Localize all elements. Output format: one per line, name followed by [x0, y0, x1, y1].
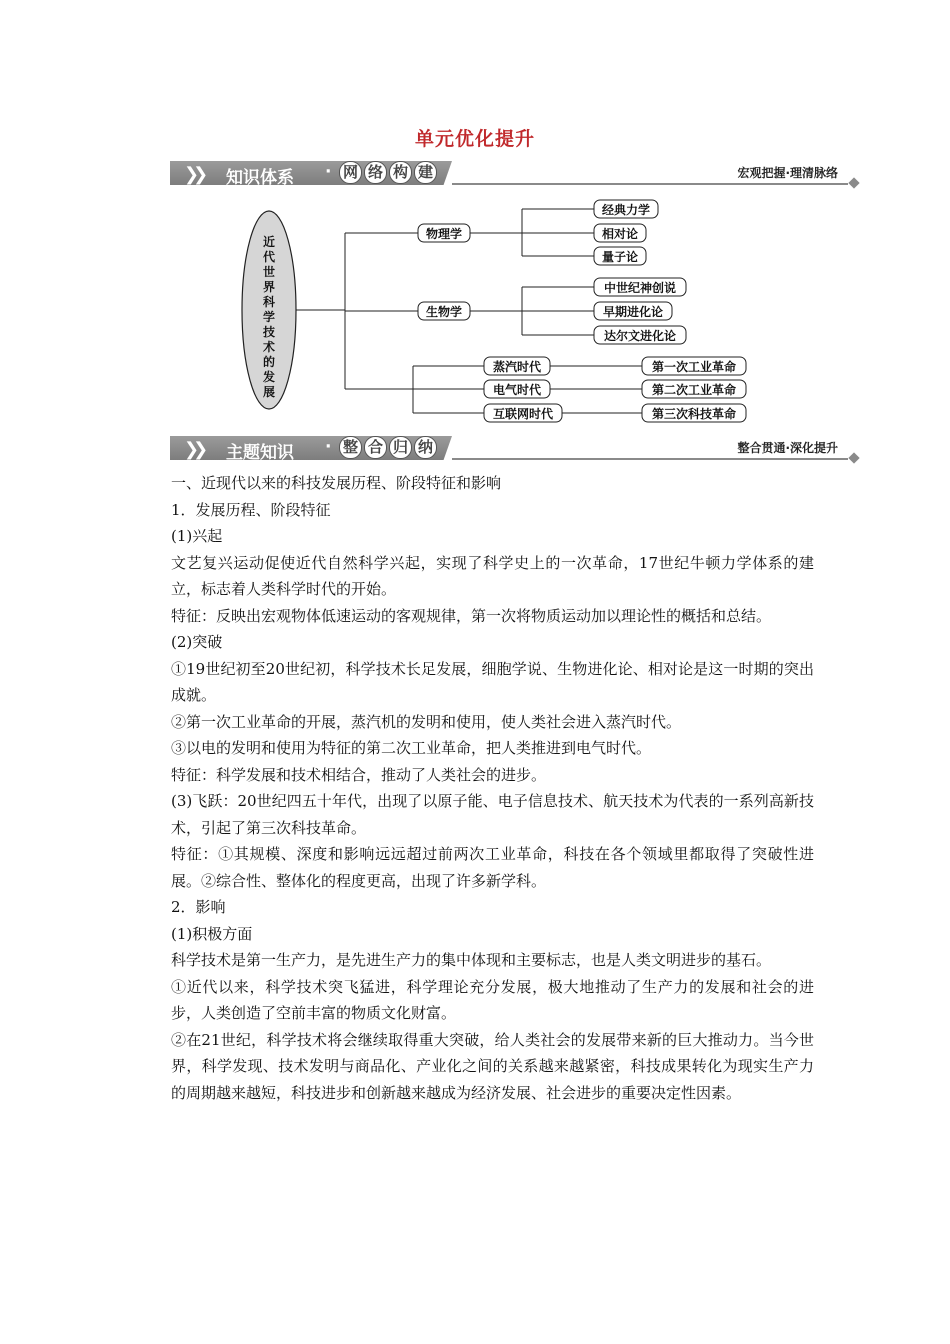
banner-dot: ·	[325, 162, 332, 182]
paragraph: ①19世纪初至20世纪初，科学技术长足发展，细胞学说、生物进化论、相对论是这一时期的突出成就。	[171, 659, 814, 704]
root-char: 的	[262, 355, 276, 369]
root-char: 展	[262, 385, 276, 399]
heading-2: 1．发展历程、阶段特征	[171, 500, 331, 519]
knowledge-tree-diagram	[0, 0, 950, 440]
banner-dot: ·	[325, 437, 332, 457]
root-char: 界	[262, 280, 276, 294]
paragraph: 特征：科学发展和技术相结合，推动了人类社会的进步。	[171, 765, 547, 784]
leaf-node	[594, 200, 658, 218]
root-char: 技	[262, 325, 276, 339]
heading-3: (1)积极方面	[171, 924, 253, 943]
leaf-label: 经典力学	[601, 203, 651, 217]
paragraph: 特征：反映出宏观物体低速运动的客观规律，第一次将物质运动加以理论性的概括和总结。	[171, 606, 772, 625]
banner-boxed-label	[339, 436, 437, 459]
revolution-label: 第三次科技革命	[651, 407, 737, 421]
leaf-node	[594, 302, 672, 320]
revolution-label: 第二次工业革命	[651, 383, 737, 397]
double-chevron-icon: ❯❯	[184, 164, 203, 185]
leaf-label: 量子论	[601, 250, 639, 264]
heading-3: (2)突破	[171, 633, 223, 651]
root-char: 发	[262, 370, 276, 384]
document-body	[171, 470, 814, 1106]
biology-label: 生物学	[425, 305, 463, 319]
era-node	[484, 380, 550, 398]
biology-node	[418, 302, 470, 320]
era-label: 互联网时代	[492, 407, 554, 421]
root-node	[242, 211, 296, 409]
paragraph: 特征：①其规模、深度和影响远远超过前两次工业革命，科技在各个领域里都取得了突破性进展。②综合性、整体化的程度更高，出现了许多新学科。	[171, 845, 814, 890]
paragraph: ①近代以来，科学技术突飞猛进，科学理论充分发展，极大地推动了生产力的发展和社会的进步，人类创造了空前丰富的物质文化财富。	[171, 977, 814, 1022]
era-label: 蒸汽时代	[492, 360, 542, 374]
heading-1: 一、近现代以来的科技发展历程、阶段特征和影响	[171, 474, 502, 492]
paragraph: (3)飞跃：20世纪四五十年代，出现了以原子能、电子信息技术、航天技术为代表的一系列高新技术，引起了第三次科技革命。	[171, 792, 814, 837]
era-node	[484, 404, 562, 422]
revolution-label: 第一次工业革命	[651, 360, 737, 374]
revolution-node	[642, 404, 746, 422]
boxed-char: 构	[389, 161, 412, 184]
paragraph: 文艺复兴运动促使近代自然科学兴起，实现了科学史上的一次革命，17世纪牛顿力学体系的建立，标志着人类科学时代的开始。	[171, 553, 814, 598]
era-label: 电气时代	[492, 383, 542, 397]
banner-main-label: 主题知识	[226, 443, 294, 463]
era-node	[484, 357, 550, 375]
boxed-char: 整	[339, 436, 362, 459]
banner-rule	[452, 458, 848, 460]
boxed-char: 网	[339, 161, 362, 184]
banner-right-caption: 宏观把握·理清脉络	[737, 166, 838, 180]
heading-2: 2．影响	[171, 898, 226, 916]
root-char: 学	[262, 310, 276, 324]
heading-3: (1)兴起	[171, 527, 223, 545]
leaf-label: 中世纪神创说	[603, 281, 677, 295]
paragraph: 科学技术是第一生产力，是先进生产力的集中体现和主要标志，也是人类文明进步的基石。	[171, 951, 772, 969]
banner-main-label: 知识体系	[226, 168, 294, 188]
section-banner-topic-knowledge	[170, 436, 860, 464]
root-char: 世	[262, 265, 276, 279]
leaf-label: 早期进化论	[602, 305, 664, 319]
paragraph: ②第一次工业革命的开展，蒸汽机的发明和使用，使人类社会进入蒸汽时代。	[171, 712, 682, 731]
paragraph: ③以电的发明和使用为特征的第二次工业革命，把人类推进到电气时代。	[171, 739, 652, 757]
root-char: 科	[262, 295, 276, 309]
revolution-node	[642, 357, 746, 375]
boxed-char: 建	[414, 161, 437, 184]
boxed-char: 合	[364, 436, 387, 459]
physics-node	[418, 224, 470, 242]
root-char: 近	[262, 235, 276, 249]
double-chevron-icon: ❯❯	[184, 439, 203, 460]
diamond-icon	[848, 452, 859, 463]
boxed-char: 络	[364, 161, 387, 184]
root-char: 术	[262, 340, 276, 354]
leaf-label: 达尔文进化论	[603, 329, 677, 343]
root-char: 代	[262, 250, 276, 264]
leaf-node	[594, 326, 686, 344]
leaf-node	[594, 224, 646, 242]
physics-label: 物理学	[425, 227, 463, 241]
leaf-label: 相对论	[601, 227, 639, 241]
revolution-node	[642, 380, 746, 398]
boxed-char: 纳	[414, 436, 437, 459]
leaf-node	[594, 247, 646, 265]
page-title: 单元优化提升	[414, 128, 535, 150]
paragraph: ②在21世纪，科学技术将会继续取得重大突破，给人类社会的发展带来新的巨大推动力。当今世界，科学发现、技术发明与商品化、产业化之间的关系越来越紧密，科技成果转化为现实生产力的周期越来越短，科技进步和创新越来越成为经济发展、社会进步的重要决定性因素。	[171, 1030, 814, 1102]
boxed-char: 归	[389, 436, 412, 459]
banner-right-caption: 整合贯通·深化提升	[737, 441, 838, 455]
leaf-node	[594, 278, 686, 296]
